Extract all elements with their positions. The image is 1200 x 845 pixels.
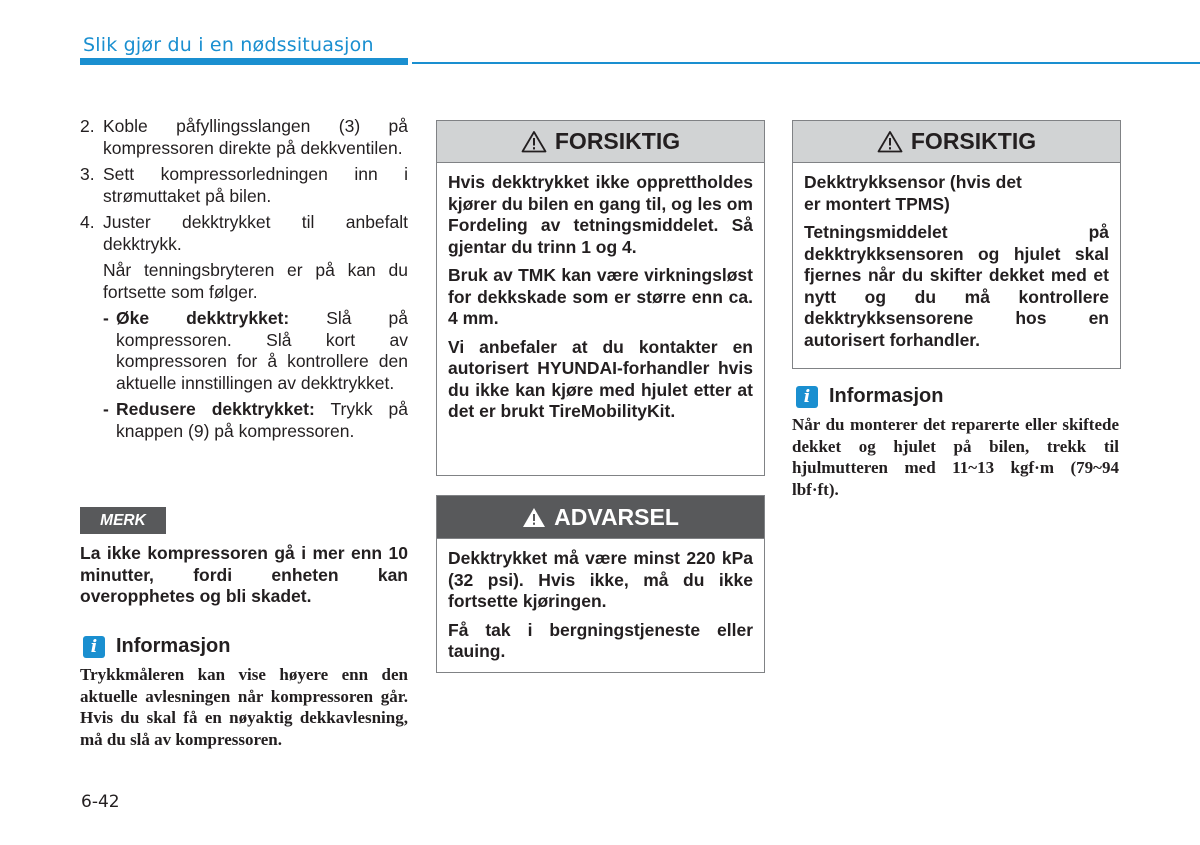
caution-paragraph: Bruk av TMK kan være virkningsløst for dekkskade som er større enn ca. 4 mm. xyxy=(448,265,753,328)
sub-item-term: Øke dekktrykket: xyxy=(116,308,290,328)
caution-body xyxy=(793,163,1120,361)
caution-paragraph: Vi anbefaler at du kontakter en autorisert HYUNDAI-forhandler hvis du ikke kan kjøre med hjulet etter at det er brukt TireMobilityKit. xyxy=(448,336,753,421)
sub-item-term: Redusere dekktrykket: xyxy=(116,399,315,419)
sub-item xyxy=(80,399,408,442)
step-item xyxy=(80,164,408,207)
sub-item-dash: - xyxy=(103,399,109,419)
info-heading-left xyxy=(83,635,230,658)
caution-triangle-icon xyxy=(877,130,903,153)
page-number: 6-42 xyxy=(81,792,120,812)
step-text: Koble påfyllingsslangen (3) på kompressoren direkte på dekkventilen. xyxy=(103,116,408,158)
note-text: La ikke kompressoren gå i mer enn 10 minutter, fordi enheten kan overopphetes og bli skadet. xyxy=(80,543,408,606)
step-item xyxy=(80,116,408,159)
caution-paragraph: Dekktrykksensor (hvis det er montert TPMS) xyxy=(804,172,1022,214)
section-title: Slik gjør du i en nødssituasjon xyxy=(83,34,374,56)
warning-triangle-icon xyxy=(522,507,546,528)
info-icon: i xyxy=(83,636,105,658)
caution-title: FORSIKTIG xyxy=(910,128,1037,154)
step-number: 4. xyxy=(80,212,95,232)
info-title: Informasjon xyxy=(116,635,231,657)
warning-box xyxy=(436,495,765,673)
caution-header xyxy=(793,121,1120,163)
step-text: Juster dekktrykket til anbefalt dekktrykk. xyxy=(103,212,408,254)
sub-item xyxy=(80,308,408,394)
caution-paragraph: Hvis dekktrykket ikke opprettholdes kjører du bilen en gang til, og les om Fordeling av tetningsmiddelet. Så gjentar du trinn 1 og 4. xyxy=(448,172,753,257)
sub-item-dash: - xyxy=(103,308,109,328)
step-item xyxy=(80,212,408,255)
caution-body xyxy=(437,163,764,433)
info-text-left: Trykkmåleren kan vise høyere enn den aktuelle avlesningen når kompressoren går. Hvis du skal få en nøyaktig dekkavlesning, må du slå av kompressoren. xyxy=(80,665,408,749)
info-text-right: Når du monterer det reparerte eller skiftede dekket og hjulet på bilen, trekk til hjulmutteren med 11~13 kgf·m (79~94 lbf·ft). xyxy=(792,415,1119,499)
sub-item-text: Slå på kompressoren. Slå kort av kompressoren for å kontrollere den aktuelle innstillingen av dekktrykket. xyxy=(116,308,408,393)
step-note: Når tenningsbryteren er på kan du fortsette som følger. xyxy=(103,260,408,302)
header-accent-bar xyxy=(80,58,408,65)
info-icon: i xyxy=(796,386,818,408)
step-number: 2. xyxy=(80,116,95,136)
step-number: 3. xyxy=(80,164,95,184)
header-rule xyxy=(412,62,1200,64)
caution-box-middle xyxy=(436,120,765,476)
caution-triangle-icon xyxy=(521,130,547,153)
caution-box-right xyxy=(792,120,1121,369)
note-badge: MERK xyxy=(80,507,166,534)
warning-title: ADVARSEL xyxy=(554,503,679,530)
warning-paragraph: Få tak i bergningstjeneste eller tauing. xyxy=(448,619,753,661)
step-text: Sett kompressorledningen inn i strømuttaket på bilen. xyxy=(103,164,408,206)
caution-paragraph: Tetningsmiddelet på dekktrykksensoren og hjulet skal fjernes når du skifter dekket med et nytt og du må kontrollere dekktrykksensorene hos en autorisert forhandler. xyxy=(804,222,1109,350)
info-title: Informasjon xyxy=(829,385,944,407)
caution-header xyxy=(437,121,764,163)
warning-body xyxy=(437,539,764,673)
sub-item-text: Trykk på knappen (9) på kompressoren. xyxy=(116,399,408,441)
warning-header xyxy=(437,496,764,539)
warning-paragraph: Dekktrykket må være minst 220 kPa (32 psi). Hvis ikke, må du ikke fortsette kjøringen. xyxy=(448,548,753,611)
info-heading-right xyxy=(796,385,943,408)
caution-title: FORSIKTIG xyxy=(554,128,681,154)
procedure-column xyxy=(80,116,408,447)
